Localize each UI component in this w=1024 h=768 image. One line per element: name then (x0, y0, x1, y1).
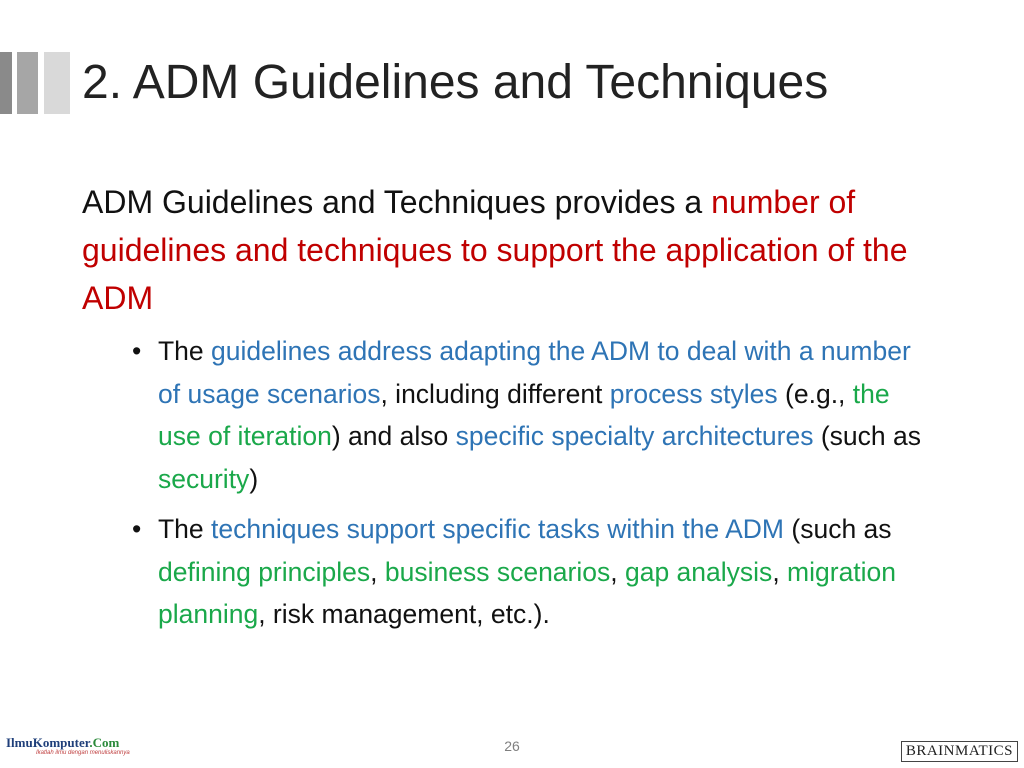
bullet-segment: gap analysis (624, 556, 773, 587)
bullet-segment: , (772, 556, 788, 587)
bullet-segment: , (370, 556, 385, 587)
bullet-segment: defining principles (158, 556, 371, 587)
bullet-segment: specific specialty architectures (455, 421, 814, 451)
intro-highlight: number of guidelines and techniques to support the application of the ADM (82, 184, 908, 316)
slide-title: 2. ADM Guidelines and Techniques (82, 56, 829, 109)
decoration-bar (0, 52, 12, 114)
bullet-segment: (such as (813, 421, 922, 451)
logo-tagline: Ikatlah ilmu dengan menuliskannya (36, 750, 130, 756)
bullet-segment: The (158, 514, 212, 544)
brainmatics-logo: BRAINMATICS (901, 741, 1018, 762)
bullet-icon: • (132, 336, 142, 366)
bullet-segment: , including different (380, 378, 610, 409)
intro-paragraph (82, 178, 912, 322)
bullet-icon: • (132, 514, 142, 544)
bullet-segment: guidelines address adapting the ADM to deal with a number of usage scenarios (158, 336, 911, 409)
bullet-list (132, 330, 932, 644)
bullet-segment: business scenarios (384, 556, 611, 587)
bullet-segment: the use of iteration (158, 378, 890, 451)
bullet-item (132, 330, 932, 500)
bullet-segment: (such as (784, 514, 892, 544)
intro-text: ADM Guidelines and Techniques provides a (82, 184, 703, 220)
title-decoration-bars (0, 52, 72, 114)
logo-suffix: .Com (89, 735, 120, 750)
bullet-segment: (e.g., (777, 378, 853, 409)
bullet-segment: techniques support specific tasks within the ADM (211, 514, 785, 544)
bullet-segment: security (158, 463, 250, 494)
decoration-bar (17, 52, 38, 114)
bullet-segment: ) (249, 463, 259, 494)
logo-name: IlmuKomputer (6, 735, 90, 750)
decoration-bar (44, 52, 70, 114)
bullet-segment: , (610, 556, 625, 587)
page-number: 26 (504, 738, 520, 754)
bullet-segment: , risk management, etc.). (258, 599, 550, 629)
bullet-segment: process styles (609, 378, 778, 409)
bullet-segment: ) and also (331, 421, 456, 451)
bullet-segment: The (158, 336, 212, 366)
bullet-item (132, 508, 932, 636)
bullet-segment: migration planning (158, 556, 897, 629)
